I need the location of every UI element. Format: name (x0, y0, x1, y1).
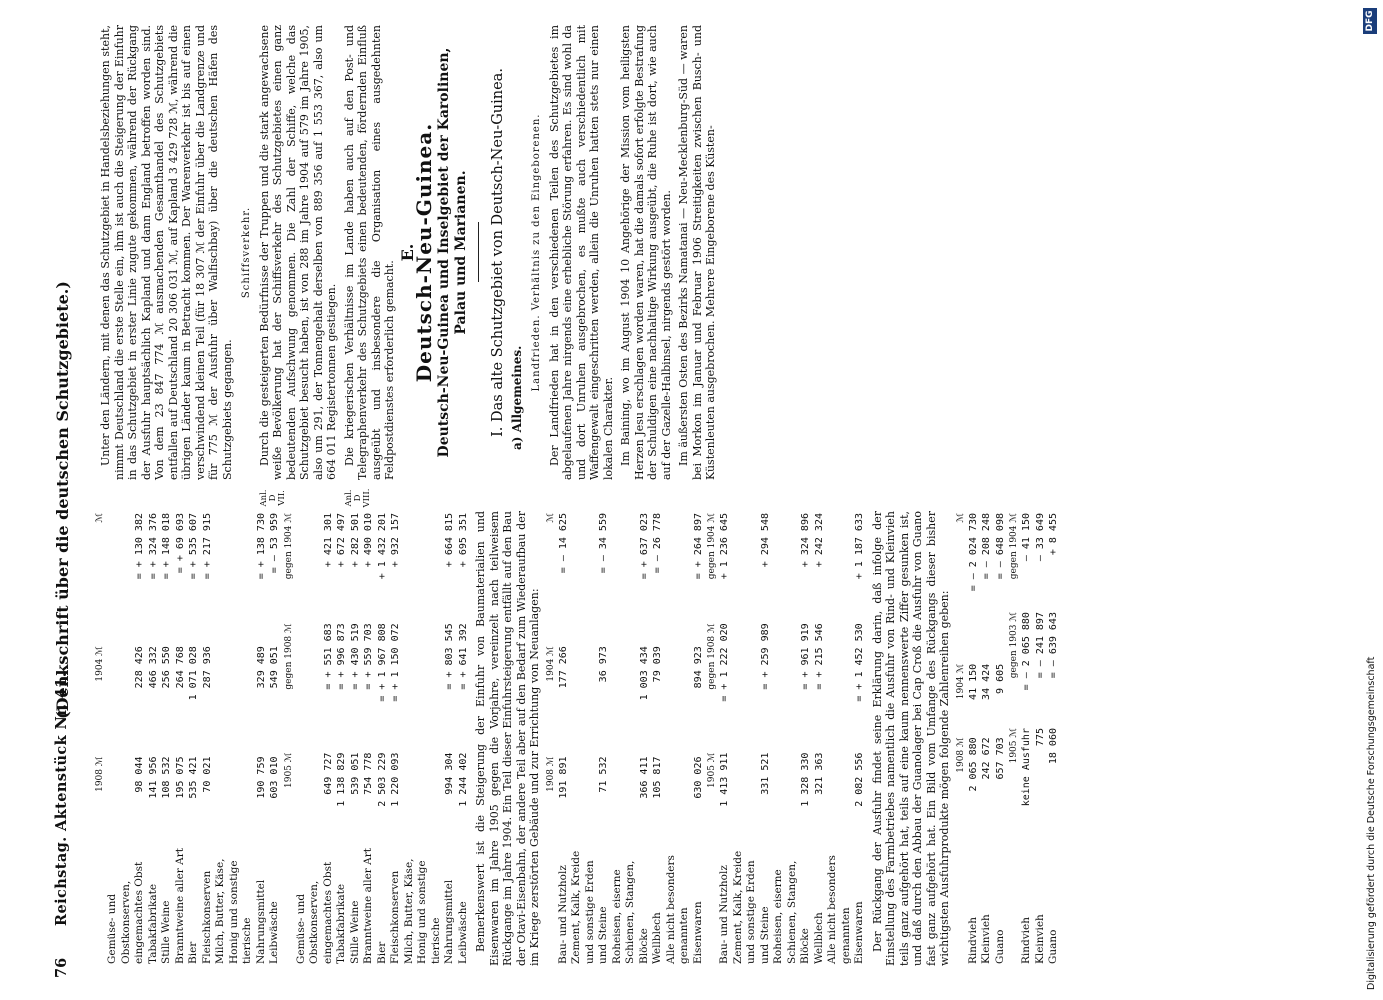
paragraph-namatanai: Im äußersten Osten des Bezirks Namatanai — Neu-Mecklenburg-Süd — waren bei Morkon im Januar und Februar 1906 Streitigkeiten zwischen Busch- und Küstenleuten ausgebrochen. Mehrere Eingeborene des Küsten- (677, 25, 717, 480)
table-cell: = + 551 683 (322, 623, 334, 690)
table-cell: + 932 157 (390, 513, 401, 568)
part-heading: I. Das alte Schutzgebiet von Deutsch-Neu-Guinea. (489, 68, 506, 437)
table-row (651, 511, 665, 966)
table-cell: + 672 497 (336, 513, 347, 568)
table-cell: + 242 324 (813, 513, 825, 568)
table-cell: + 8 455 (1048, 513, 1059, 556)
export-table-cont (1009, 511, 1061, 966)
table-cell: 71 532 (598, 756, 609, 793)
table-row (174, 511, 188, 966)
row-label: Leibwäsche (268, 901, 280, 964)
table-cell: 994 304 (444, 752, 455, 795)
col-header: 1904 ℳ (545, 646, 556, 682)
table-cell: 108 532 (161, 756, 172, 799)
col-header: 1904 ℳ (95, 646, 105, 682)
table-cell: = — 241 897 (1034, 612, 1046, 679)
row-label: Bier (187, 941, 199, 964)
table-row (813, 511, 827, 966)
paragraph-export-decline: Der Rückgang der Ausfuhr findet seine Erklärung darin, daß infolge der Einstellung des Farmbetriebes namentlich die Ausfuhr von Rind- und Kleinvieh teils ganz aufgehört hat, teils auf eine kaum nennenswerte Ziffer gesunken ist, und daß durch den Abbau der Guanolager bei Cap Croß die Ausfuhr von Guano fast ganz aufgehört hat. Ein Bild vom Umfange des Rückgangs dieser bisher wichtigsten Ausfuhrprodukte mögen folgende Zahlenreihen geben: (870, 511, 951, 966)
table-cell: + 1 432 201 (376, 513, 388, 580)
row-label: Kleinvieh (980, 914, 992, 964)
subheading-landfrieden: Landfrieden. Verhältnis zu den Eingeborenen. (531, 113, 542, 392)
table-cell: 603 010 (269, 756, 280, 799)
table-cell: = + 961 919 (800, 623, 811, 690)
table-row (1047, 511, 1061, 966)
row-label: Tabakfabrikate (335, 883, 347, 964)
col-header: ℳ (95, 513, 105, 523)
row-label: Tabakfabrikate (146, 883, 159, 964)
import-table-materials (546, 511, 706, 966)
table-cell: 466 332 (147, 646, 159, 689)
table-cell: = — 639 643 (1048, 612, 1059, 679)
table-cell: 41 150 (967, 663, 979, 700)
table-row (376, 511, 390, 966)
table-cell: = — 208 248 (981, 513, 992, 580)
table-cell: = + 324 376 (147, 513, 159, 580)
table-row (201, 511, 215, 966)
table-cell: 9 605 (994, 663, 1006, 694)
table-row (732, 511, 773, 966)
table-cell: 549 051 (269, 646, 280, 689)
table-cell: 321 363 (813, 752, 825, 795)
paragraph-trade-partners: Unter den Ländern, mit denen das Schutzgebiet in Handelsbeziehungen steht, nimmt Deutschland die erste Stelle ein, ihm ist auch die Steigerung der Einfuhr in das Schutzgebiet in erster Linie zugute gekommen, während der Rückgang der Ausfuhr hauptsächlich Kapland und dann England betroffen worden sind. Von dem 23 847 774 ℳ ausmachenden Gesamthandel des Schutzgebiets entfallen auf Deutschland 20 306 031 ℳ, auf Kapland 3 429 728 ℳ, während die übrigen Länder kaum in Betracht kommen. Der Warenverkehr ist bis auf einen verschwindend kleinen Teil (für 18 307 ℳ der Einfuhr über die Landgrenze und für 775 ℳ der Ausfuhr über Walfischbay) über die deutschen Häfen des Schutzgebiets gegangen. (99, 25, 234, 480)
row-label: Branntweine aller Art (173, 848, 186, 964)
row-label: Leibwäsche (456, 901, 469, 964)
table-header-row (95, 511, 106, 966)
table-cell: = + 264 897 (692, 513, 704, 580)
col-header: 1908 ℳ (545, 756, 556, 792)
table-cell: 1 220 093 (390, 752, 401, 807)
paragraph-postal: Die kriegerischen Verhältnisse im Lande haben auch auf den Post- und Telegraphenverkehr des Schutzgebiets einen bedeutenden, fördernden Einfluß ausgeübt und insbesondere die Organisation eines ausgedehnten Feldpostdienstes erforderlich gemacht. (342, 25, 396, 480)
table-cell: 70 021 (201, 756, 213, 793)
table-cell: 1 071 028 (188, 646, 199, 701)
table-cell: + 490 010 (363, 513, 374, 568)
table-cell: = + 1 967 808 (376, 623, 388, 702)
table-row (1034, 511, 1048, 966)
col-header: ℳ (545, 513, 556, 523)
table-cell: + 1 187 633 (854, 513, 865, 580)
col-header: 1904 ℳ (955, 663, 966, 700)
table-cell: = + 217 915 (201, 513, 213, 580)
table-cell: + 282 501 (349, 513, 361, 568)
divider (478, 223, 479, 283)
table-cell: 177 266 (557, 646, 569, 689)
col-header: 1905 ℳ (1009, 728, 1019, 764)
col-header: ℳ (955, 513, 966, 523)
row-label: Gemüse- und Obstkonserven, eingemachtes Obst (106, 861, 145, 964)
row-label: Rindvieh (966, 916, 979, 964)
table-cell: 264 768 (174, 646, 186, 689)
page-number: 76 (53, 957, 70, 978)
row-label: Wellblech (812, 912, 825, 964)
dfg-logo: DFG (1363, 8, 1377, 34)
table-cell: = + 803 545 (444, 623, 455, 690)
table-cell: 657 703 (994, 737, 1006, 780)
paragraph-landfrieden: Der Landfrieden hat in den verschiedenen Teilen des Schutzgebietes im abgelaufenen Jahre nirgends eine erhebliche Störung erfahren. Es sind wohl da und dort Unruhen ausgebrochen, es mußte auch verschiedentlich mit Waffengewalt eingeschritten werden, allein die Unruhen hatten stets nur einen lokalen Charakter. (547, 25, 615, 480)
table-cell: — 33 649 (1034, 513, 1046, 562)
table-row (362, 511, 376, 966)
table-cell: = — 648 098 (994, 513, 1006, 580)
export-table (956, 511, 1008, 966)
table-cell: = — 14 625 (557, 513, 569, 574)
table-row (772, 511, 813, 966)
table-row (349, 511, 363, 966)
table-header-row (284, 511, 295, 966)
table-row (160, 511, 174, 966)
table-cell: = + 148 018 (161, 513, 172, 580)
table-row (980, 511, 994, 966)
table-header-row (1009, 511, 1020, 966)
paragraph-baining: Im Baining, wo im August 1904 10 Angehörige der Mission vom heiligsten Herzen Jesu erschlagen worden waren, hat die damals sofort erfolgte Bestrafung der Schuldigen eine nachhaltige Wirkung ausgeübt, die Ruhe ist dort, wie auch auf der Gazelle-Halbinsel, nirgends gestört worden. (619, 25, 673, 480)
row-label: Kleinvieh (1033, 914, 1046, 964)
table-cell: + 421 301 (322, 513, 334, 568)
table-cell: 79 039 (652, 646, 663, 683)
table-cell: 329 489 (255, 646, 267, 689)
left-column (95, 511, 1061, 966)
table-cell: 191 891 (557, 756, 569, 799)
table-cell: = + 1 150 072 (390, 623, 401, 702)
table-cell: — 41 150 (1021, 513, 1032, 562)
table-cell: 754 778 (363, 752, 374, 795)
col-header: 1908 ℳ (95, 756, 105, 792)
paragraph-shipping: Durch die gesteigerten Bedürfnisse der Truppen und die stark angewachsene weiße Bevölkerung hat der Schiffsverkehr des Schutzgebietes einen ganz bedeutenden Aufschwung genommen. Die Zahl der Schiffe, welche das Schutzgebiet besucht haben, ist von 288 im Jahre 1904 auf 579 im Jahre 1905, also um 291, der Tonnengehalt derselben von 889 356 auf 1 553 367, also um 664 011 Registertonnen gestiegen. (257, 25, 338, 480)
import-table-materials-cont (707, 511, 867, 966)
table-header-row (707, 511, 718, 966)
row-label: Alle nicht besonders genannten Eisenwaren (664, 855, 704, 964)
section-title: Deutsch-Neu-Guinea. (412, 122, 436, 383)
page-heading: (Denkschrift über die deutschen Schutzgebiete.) (53, 281, 72, 719)
table-cell: = + 69 693 (174, 513, 186, 574)
table-cell: 630 026 (692, 756, 704, 799)
col-header: gegen 1903 ℳ (1009, 612, 1019, 679)
table-cell: = + 130 382 (134, 513, 145, 580)
section-subtitle: Deutsch-Neu-Guinea und Inselgebiet der Karolinen, Palau und Marianen. (435, 47, 469, 458)
subheading-shipping: Schiffsverkehr. (241, 206, 252, 299)
table-row (1020, 511, 1034, 966)
col-header: 1905 ℳ (283, 752, 294, 788)
table-cell: 1 413 911 (719, 752, 730, 807)
col-header: gegen 1908 ℳ (707, 623, 717, 690)
table-row (718, 511, 732, 966)
col-header: gegen 1904 ℳ (1009, 513, 1019, 580)
table-row (994, 511, 1008, 966)
row-label: Guano (993, 929, 1006, 964)
table-cell: 1 328 330 (800, 752, 811, 807)
running-title: Reichstag. Aktenstück Nr. 41. (53, 671, 70, 926)
table-row (268, 511, 282, 966)
table-row (214, 511, 268, 966)
table-cell: 195 075 (174, 756, 186, 799)
table-cell: 535 421 (188, 756, 199, 799)
table-row (826, 511, 867, 966)
row-label: Bau- und Nutzholz (556, 865, 569, 964)
row-label: Milch, Butter, Käse, Honig und sonstige tierische Nahrungsmittel (402, 858, 455, 964)
table-row (389, 511, 403, 966)
table-row (967, 511, 981, 966)
col-header: gegen 1904 ℳ (283, 513, 294, 580)
table-row (295, 511, 336, 966)
table-cell: 894 923 (692, 646, 704, 689)
table-cell: 649 727 (322, 752, 334, 795)
row-label: Bier (375, 941, 388, 964)
row-label: Branntweine aller Art (362, 848, 374, 964)
table-cell: = + 259 989 (759, 623, 771, 690)
subsection-heading: a) Allgemeines. (509, 345, 524, 450)
table-cell: = — 2 065 880 (1021, 612, 1032, 691)
table-header-row (956, 511, 967, 966)
table-cell: 775 (1034, 728, 1046, 747)
import-table-food-cont (284, 511, 471, 966)
table-cell: = — 26 778 (652, 513, 663, 574)
table-cell: 366 411 (638, 756, 650, 799)
section-letter: E. (397, 243, 417, 262)
table-row (403, 511, 457, 966)
table-cell: = + 641 392 (457, 623, 469, 690)
row-label: Wellblech (651, 912, 663, 964)
table-cell: = + 138 730 (255, 513, 267, 580)
table-cell: 190 759 (255, 756, 267, 799)
table-cell: 18 060 (1048, 728, 1059, 765)
table-cell: = + 559 703 (363, 623, 374, 690)
table-cell: 1 244 402 (457, 752, 469, 807)
table-cell: 141 956 (147, 756, 159, 799)
col-header: gegen 1908 ℳ (283, 623, 294, 690)
table-header-row (546, 511, 557, 966)
row-label: Gemüse- und Obstkonserven, eingemachtes Obst (294, 861, 334, 964)
table-row (570, 511, 611, 966)
table-cell: 228 426 (134, 646, 145, 689)
table-row (335, 511, 349, 966)
row-label: Fleischkonserven (389, 870, 401, 964)
table-cell: + 664 815 (444, 513, 455, 568)
table-cell: 256 550 (161, 646, 172, 689)
table-cell: = — 53 959 (269, 513, 280, 574)
table-cell: + 1 236 645 (719, 513, 730, 580)
table-cell: 98 044 (134, 756, 145, 793)
table-cell: = + 996 873 (336, 623, 347, 690)
row-label: Roheisen, eiserne Schienen, Stangen, Blöcke (610, 860, 650, 964)
row-label: Alle nicht besonders genannten Eisenwaren (826, 855, 865, 964)
table-cell: 105 817 (652, 756, 663, 799)
margin-note: Anl. D VII. (258, 489, 287, 507)
row-label: Roheisen, eiserne Schienen, Stangen, Blöcke (772, 860, 811, 964)
table-row (557, 511, 571, 966)
table-cell: + 695 351 (457, 513, 469, 568)
import-table-food (95, 511, 282, 966)
table-cell: 36 973 (598, 646, 609, 683)
right-column (95, 25, 722, 508)
col-header: 1908 ℳ (955, 737, 966, 773)
table-cell: 287 936 (201, 646, 213, 689)
table-cell: 34 424 (981, 663, 992, 700)
table-row (457, 511, 471, 966)
table-cell: = + 535 607 (188, 513, 199, 580)
table-cell: 2 503 229 (376, 752, 388, 807)
table-row (665, 511, 706, 966)
table-cell: = + 1 452 530 (854, 623, 865, 702)
table-cell: 331 521 (759, 752, 771, 795)
table-row (187, 511, 201, 966)
col-header: gegen 1904 ℳ (707, 513, 717, 580)
row-label: Stille Weine (348, 900, 361, 964)
row-label: Zement, Kalk, Kreide und sonstige Erden und Steine (731, 850, 771, 964)
table-cell: 2 082 556 (854, 752, 865, 807)
table-cell: + 324 896 (800, 513, 811, 568)
table-row (611, 511, 652, 966)
row-label: Bau- und Nutzholz (718, 865, 730, 964)
table-cell: 1 138 829 (336, 752, 347, 807)
margin-note: Anl. D VIII. (343, 488, 372, 508)
row-label: Stille Weine (160, 900, 172, 964)
footer-credit-strip (1353, 0, 1383, 1000)
table-row (106, 511, 147, 966)
row-label: Zement, Kalk, Kreide und sonstige Erden und Steine (570, 850, 609, 964)
col-header: 1905 ℳ (707, 752, 717, 788)
row-label: Guano (1047, 929, 1059, 964)
table-cell: keine Ausfuhr (1021, 728, 1032, 807)
table-cell: = + 637 023 (638, 513, 650, 580)
table-row (147, 511, 161, 966)
table-cell: 1 003 434 (638, 646, 650, 701)
row-label: Fleischkonserven (200, 870, 213, 964)
row-label: Rindvieh (1020, 916, 1032, 964)
table-cell: 242 672 (981, 737, 992, 780)
table-cell: 2 065 880 (967, 737, 979, 792)
paragraph-building-materials: Bemerkenswert ist die Steigerung der Einfuhr von Baumaterialien und Eisenwaren im Jahre 1905 gegen die Vorjahre, vereinzelt nach teilweisem Rückgange im Jahre 1904. Ein Teil dieser Einfuhrsteigerung entfällt auf den Bau der Otavi-Eisenbahn, der andere Teil aber auf den Bedarf zum Wiederaufbau der im Kriege zerstörten Gebäude und zur Errichtung von Neuanlagen: (474, 511, 541, 966)
table-cell: 539 051 (349, 752, 361, 795)
table-cell: = + 1 222 020 (719, 623, 730, 702)
table-cell: = — 2 024 730 (967, 513, 979, 592)
table-cell: = + 430 519 (349, 623, 361, 690)
table-cell: + 294 548 (759, 513, 771, 568)
table-cell: = — 34 559 (598, 513, 609, 574)
table-cell: = + 215 546 (813, 623, 825, 690)
digitization-credit: Digitalisierung gefördert durch die Deutsche Forschungsgemeinschaft (1366, 656, 1377, 990)
row-label: Milch, Butter, Käse, Honig und sonstige tierische Nahrungsmittel (214, 858, 267, 964)
